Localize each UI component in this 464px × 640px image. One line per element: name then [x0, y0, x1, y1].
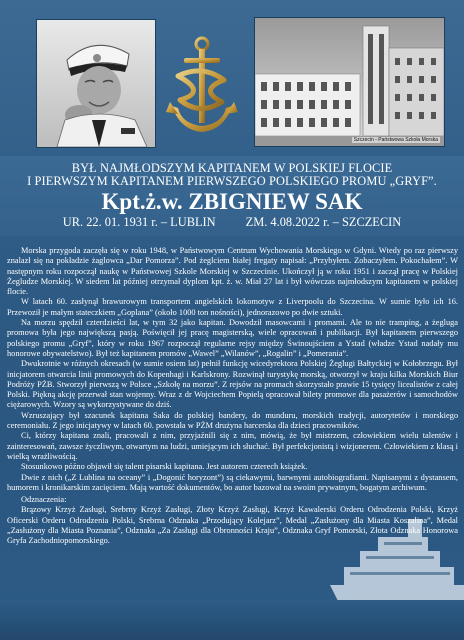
headline-line-2: I PIERWSZYM KAPITANEM PIERWSZEGO POLSKIEGO PROMU „GRYF”.	[27, 174, 437, 188]
paragraph: Morska przygoda zaczęła się w roku 1948, w Państwowym Centrum Wychowania Morskiego w Gdyni. Wtedy po raz pierwszy znalazł się na pokładzie żaglowca „Dar Pomorza”. Pod żeglciem białej fregaty napisał: „Przybyłem. Zobaczyłem. Pokochałem”. W następnym roku rozpoczął naukę w Państwowej Szkole Morskiej w Szczecinie. Ukończył ją w roku 1951 i zaczął pracę w Polskiej Żegludze Morskiej. W siedem lat później otrzymał dyplom kpt. ż. w. Miał 27 lat i był wówczas najmłodszym kapitanem w polskiej flocie.	[7, 246, 458, 297]
paragraph: Dwie z nich („Z Lublina na oceany” i „Dogonić horyzont”) są ciekawymi, barwnymi autobiografiami. Napisanymi z dystansem, humorem i kronikarskim zacięciem. Mają wartość dokumentów, bo autor bazował na swoim prywatnym, bogatym archiwum.	[7, 472, 458, 492]
headline-line-1: BYŁ NAJMŁODSZYM KAPITANEM W POLSKIEJ FLOCIE	[71, 161, 393, 175]
life-dates	[0, 215, 464, 229]
anchor-emblem-icon	[164, 36, 240, 136]
paragraph: Na morzu spędził czterdzieści lat, w tym 32 jako kapitan. Dowodził masowcami i promami. Ale to nie tramping, a żegluga promowa była jego największą pasją. Poświęcił jej pracę magisterską, wiele opracowań i publikacji. Był kapitanem pierwszego polskiego promu „Gryf”, który w roku 1967 rozpoczął regularne rejsy między Świnoujściem a Ystad (władze Ystad nadały mu honorowe obywatelstwo). Był też kapitanem promów „Wawel” „Wilanów”, „Rogalin” i „Pomerania”.	[7, 318, 458, 358]
building-image	[255, 18, 444, 146]
honors-list: Brązowy Krzyż Zasługi, Srebrny Krzyż Zasługi, Złoty Krzyż Zasługi, Krzyż Kawalerski Orderu Odrodzenia Polski, Krzyż Oficerski Orderu Odrodzenia Polski, Srebrna Odznaka „Przodujący Kolejarz”, Medal „Zasłużony dla Miasta Koszalina”, Medal „Zasłużony dla Miasta Poznania”, Odznaka „Za Zasługi dla Obronności Kraju”, Odznaka Gryf Pomorski, Złota Odznaka Honorowa Gryfa Zachodniopomorskiego.	[7, 505, 458, 546]
paragraph: Dwukrotnie w różnych okresach (w sumie osiem lat) pełnił funkcję wicedyrektora Polskiej Żeglugi Bałtyckiej w Kołobrzegu. Był inicjatorem otwarcia linii promowych do Kopenhagi i Karlskrony. Rozwinął turystykę morską, otworzył w kraju kilka Morskich Biur Podróży PŻB. Stworzył pierwszą w Polsce „Szkołę na morzu”. Z rejsów na promach skorzystało prawie 15 tysięcy licealistów z całej Polski. Piękną akcję przerwał stan wojenny. Wraz z dr Wojciechem Popielą opracował bilety promowe dla pasażerów i samochodów ciężarowych. Wzory są wykorzystywane do dziś.	[7, 359, 458, 410]
paragraph: Stosunkowo późno objawił się talent pisarski kapitana. Jest autorem czterech książek.	[21, 462, 308, 472]
captain-name: Kpt.ż.w. ZBIGNIEW SAK	[101, 189, 363, 214]
birth-date: UR. 22. 01. 1931 r. – LUBLIN	[62, 215, 216, 229]
honors-heading: Odznaczenia:	[21, 495, 67, 505]
death-date: ZM. 4.08.2022 r. – SZCZECIN	[245, 215, 402, 229]
portrait-image	[37, 20, 155, 147]
captain-portrait-photo	[36, 19, 156, 148]
biography-text	[7, 246, 458, 547]
paragraph: Ci, którzy kapitana znali, pracowali z nim, przyjaźnili się z nim, mówią, że był mistrzem, człowiekiem wielu talentów i zainteresowań, zawsze życzliwym, otwartym na ludzi, umiejącym ich słuchać. Był perfekcjonistą i wizjonerem. Człowiekiem z klasą i wielką wrażliwością.	[7, 431, 458, 461]
title-band	[0, 156, 464, 236]
maritime-school-photo	[254, 17, 445, 147]
photo-caption: Szczecin - Państwowa Szkoła Morska	[353, 137, 438, 143]
paragraph: Wzruszający był szacunek kapitana Saka do polskiej bandery, do munduru, morskich tradycji, autorytetów i morskiego ceremoniału. Z jego inicjatywy w latach 60. powstała w PŻM drużyna harcerska dla dzieci pracowników.	[7, 410, 458, 431]
sea-band	[0, 600, 464, 640]
paragraph: W latach 60. zasłynął brawurowym transportem angielskich lokomotyw z Liverpoolu do Szczecina. W sumie było ich 16. Przewoził je małym stateczkiem „Goplana” (około 1000 ton nośności), jednorazowo po dwie sztuki.	[7, 297, 458, 317]
